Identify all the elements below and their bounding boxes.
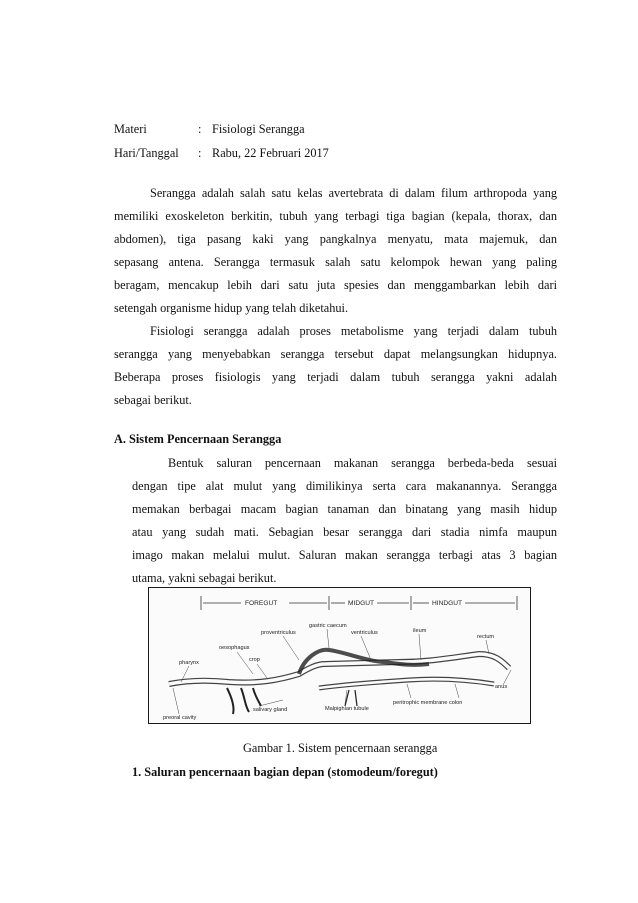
figure-caption: Gambar 1. Sistem pencernaan serangga xyxy=(243,741,438,755)
label-salivary-gland: salivary gland xyxy=(253,707,288,713)
label-malpighian-tubule: Malpighian tubule xyxy=(325,706,369,712)
digestive-system-figure xyxy=(148,587,531,724)
label-pharynx: pharynx xyxy=(179,660,199,666)
label-oesophagus: oesophagus xyxy=(219,645,250,651)
text-line: Bentuk saluran pencernaan makanan serangga berbeda-beda sesuai xyxy=(168,456,557,470)
text-line: setengah organisme hidup yang telah diketahui. xyxy=(114,301,349,315)
label-anus: anus xyxy=(495,684,508,690)
text-line: abdomen), tiga pasang kaki yang pangkalnya menyatu, mata majemuk, dan xyxy=(114,232,557,246)
label-preoral-cavity: preoral cavity xyxy=(163,715,197,721)
tanggal-label: Hari/Tanggal xyxy=(114,146,179,160)
label-ileum: ileum xyxy=(413,628,427,634)
label-ventriculus: ventriculus xyxy=(351,630,378,636)
tanggal-value: Rabu, 22 Februari 2017 xyxy=(212,146,329,160)
text-line: sepasang antena. Serangga termasuk salah satu kelompok hewan yang paling xyxy=(114,255,557,269)
materi-label: Materi xyxy=(114,122,147,136)
text-line: utama, yakni sebagai berikut. xyxy=(132,571,277,585)
text-line: imago makan melalui mulut. Saluran makan serangga terbagi atas 3 bagian xyxy=(132,548,557,562)
region-foregut: FOREGUT xyxy=(245,600,278,607)
label-crop: crop xyxy=(249,657,260,663)
region-midgut: MIDGUT xyxy=(348,600,375,607)
digestive-system-diagram xyxy=(149,588,530,723)
text-line: dengan tipe alat mulut yang dimilikinya serta cara makanannya. Serangga xyxy=(132,479,557,493)
text-line: atau yang sudah mati. Sebagian besar serangga dari stadia nimfa maupun xyxy=(132,525,557,539)
subsection-heading: 1. Saluran pencernaan bagian depan (stomodeum/foregut) xyxy=(132,765,438,779)
region-hindgut: HINDGUT xyxy=(432,600,463,607)
label-colon: colon xyxy=(449,700,463,706)
tanggal-separator: : xyxy=(198,146,202,160)
label-gastric-caecum: gastric caecum xyxy=(309,623,347,629)
text-line: sebagai berikut. xyxy=(114,393,192,407)
materi-value: Fisiologi Serangga xyxy=(212,122,305,136)
label-rectum: rectum xyxy=(477,634,495,640)
text-line: memiliki exoskeleton berkitin, tubuh yang terbagi tiga bagian (kepala, thorax, dan xyxy=(114,209,557,223)
text-line: serangga yang menyebabkan serangga tersebut dapat melangsungkan hidupnya. xyxy=(114,347,557,361)
text-line: memakan berbagai macam bagian tanaman dan binatang yang masih hidup xyxy=(132,502,557,516)
label-peritrophic-membrane: peritrophic membrane xyxy=(393,700,448,706)
text-line: beragam, mencakup lebih dari satu juta spesies dan menggambarkan lebih dari xyxy=(114,278,557,292)
materi-separator: : xyxy=(198,122,202,136)
text-line: Fisiologi serangga adalah proses metabolisme yang terjadi dalam tubuh xyxy=(150,324,557,338)
section-heading: A. Sistem Pencernaan Serangga xyxy=(114,432,282,446)
text-line: Serangga adalah salah satu kelas avertebrata di dalam filum arthropoda yang xyxy=(150,186,557,200)
label-proventriculus: proventriculus xyxy=(261,630,296,636)
text-line: Beberapa proses fisiologis yang terjadi dalam tubuh serangga yakni adalah xyxy=(114,370,557,384)
